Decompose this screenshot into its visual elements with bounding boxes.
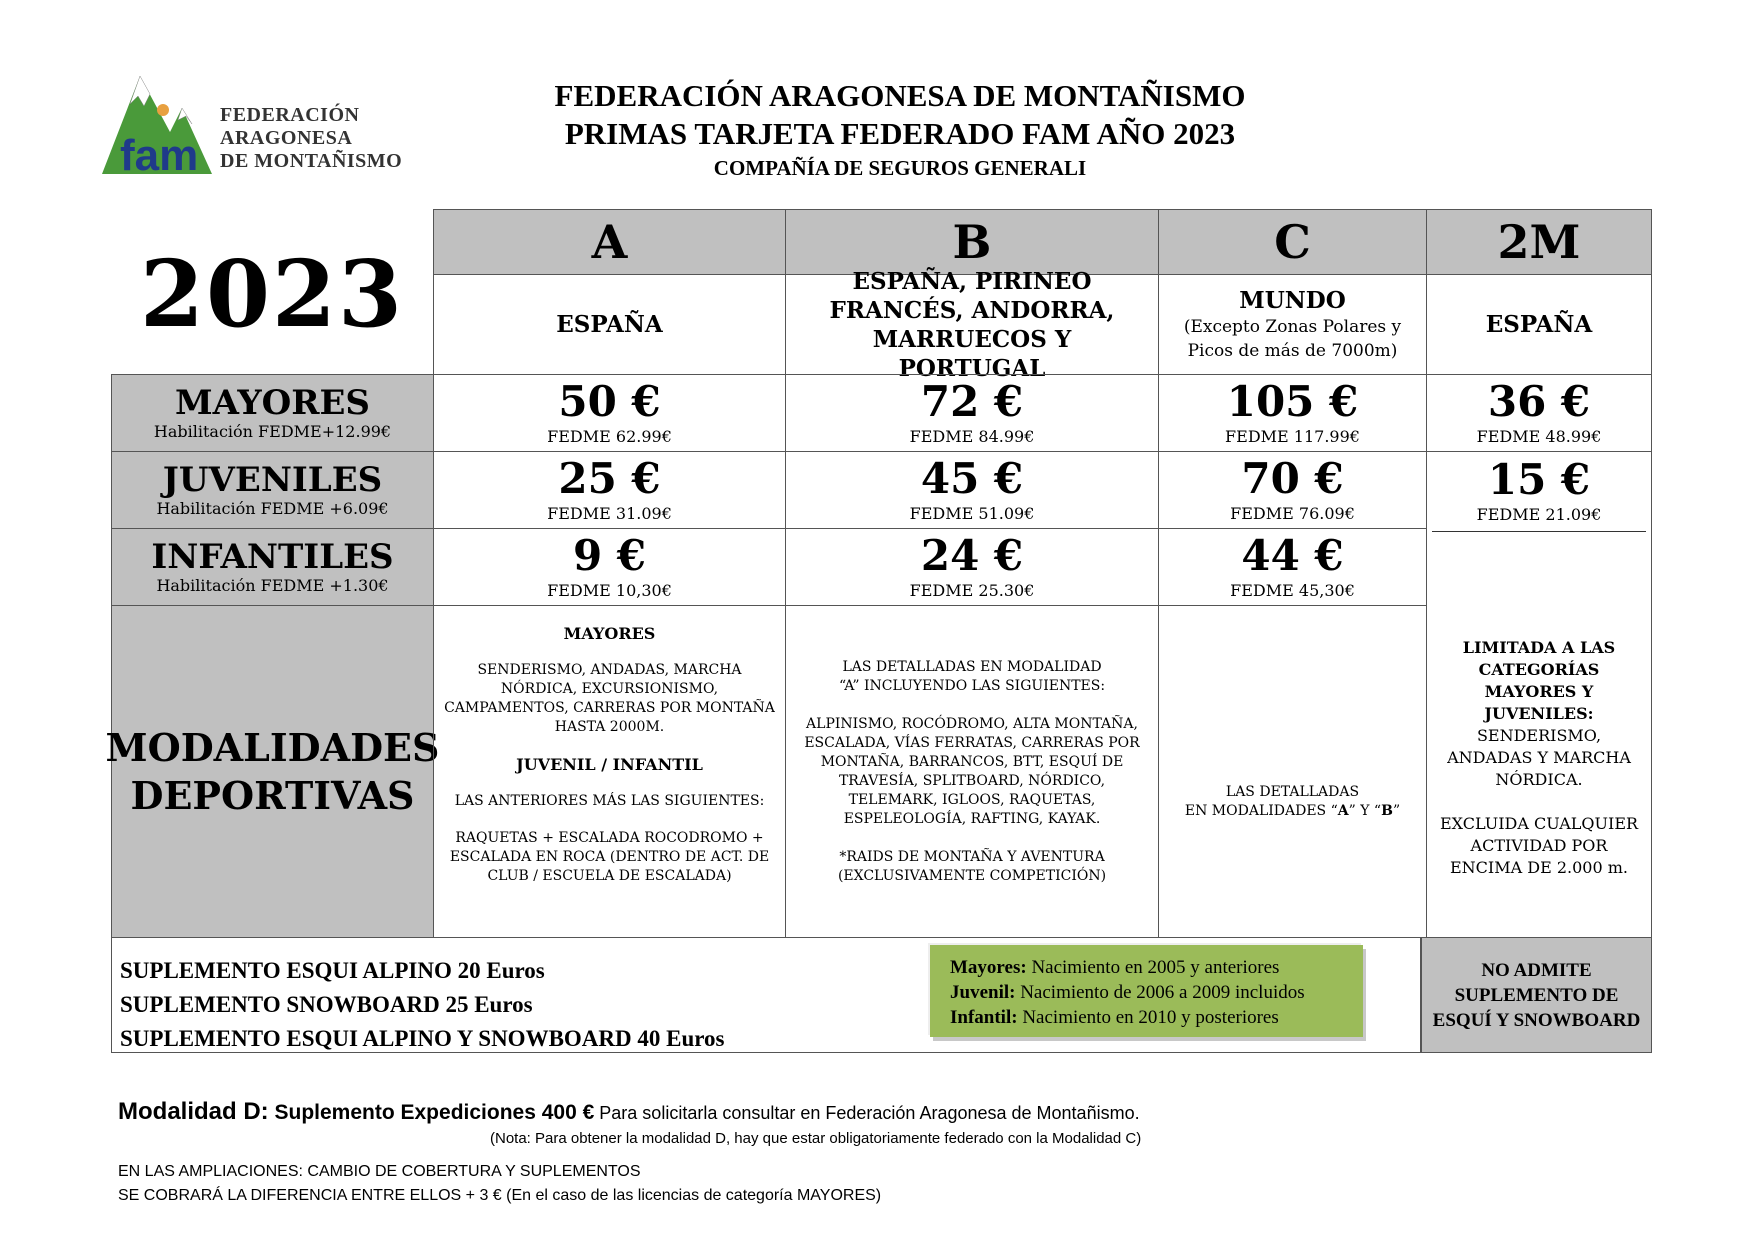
zone-a <box>433 274 786 375</box>
zone-label: MUNDO <box>1239 287 1346 314</box>
activities-text: ALPINISMO, ROCÓDROMO, ALTA MONTAÑA, ESCALADA, VÍAS FERRATAS, CARRERAS POR MONTAÑA, BARRANCOS, BTT, ESQUÍ DE TRAVESÍA, SPLITBOARD, NÓRDICO, TELEMARK, IGLOOS, RAQUETAS, ESPELEOLOGÍA, RAFTING, KAYAK. <box>804 715 1140 827</box>
price-value: 105 € <box>1226 377 1359 426</box>
price-cell <box>1158 374 1427 452</box>
column-letter: 2M <box>1497 215 1581 269</box>
category-juveniles <box>111 451 434 529</box>
logo-line-1: FEDERACIÓN <box>220 104 360 126</box>
column-letter: B <box>952 215 992 269</box>
zone-b <box>785 267 1159 382</box>
year-label: 2023 <box>139 240 405 348</box>
age-row: Mayores: Nacimiento en 2005 y anteriores <box>950 957 1280 978</box>
price-value: 44 € <box>1241 531 1344 580</box>
activities-text: LAS ANTERIORES MÁS LAS SIGUIENTES: <box>454 793 765 809</box>
no-admite-suplemento: NO ADMITE SUPLEMENTO DE ESQUÍ Y SNOWBOARD <box>1421 937 1652 1053</box>
modalidades-label <box>105 605 440 938</box>
activities-heading: JUVENIL / INFANTIL <box>516 755 703 774</box>
category-mayores <box>111 374 434 452</box>
category-infantiles <box>111 528 434 606</box>
price-cell <box>1426 451 1652 529</box>
mountain-fam-logo-icon <box>100 72 240 182</box>
logo-text <box>220 104 402 173</box>
price-value: 70 € <box>1241 454 1344 503</box>
column-letter: A <box>591 215 628 269</box>
activities-heading: MAYORES <box>563 624 656 643</box>
fedme-price: FEDME 45,30€ <box>1230 581 1355 600</box>
modalidad-a-activities <box>433 605 786 938</box>
zone-c <box>1158 274 1427 375</box>
price-value: 9 € <box>572 531 647 580</box>
fedme-price: FEDME 25.30€ <box>909 581 1035 600</box>
column-letter: C <box>1274 215 1311 269</box>
activities-text: *RAIDS DE MONTAÑA Y AVENTURA (EXCLUSIVAMENTE COMPETICIÓN) <box>837 848 1107 884</box>
category-name: MAYORES <box>175 383 370 423</box>
ampliaciones-note <box>118 1160 881 1208</box>
modalidades-title: DEPORTIVAS <box>130 772 415 818</box>
category-habilitacion: Habilitación FEDME +1.30€ <box>156 576 389 595</box>
activities-text: RAQUETAS + ESCALADA ROCODROMO + ESCALADA EN ROCA (DENTRO DE ACT. DE CLUB / ESCUELA DE ESCALADA) <box>449 830 770 884</box>
column-header-a <box>433 209 786 275</box>
price-value: 15 € <box>1487 454 1591 504</box>
zone-label: ESPAÑA <box>556 311 663 338</box>
ampliaciones-line: EN LAS AMPLIACIONES: CAMBIO DE COBERTURA Y SUPLEMENTOS <box>118 1163 641 1180</box>
fedme-price: FEDME 10,30€ <box>547 581 672 600</box>
price-value: 45 € <box>920 454 1024 503</box>
price-value: 25 € <box>558 454 661 503</box>
page-subtitle: PRIMAS TARJETA FEDERADO FAM AÑO 2023 <box>564 116 1236 151</box>
column-header-c <box>1158 209 1427 275</box>
price-cell <box>785 451 1159 529</box>
price-cell <box>1158 451 1427 529</box>
ampliaciones-line: SE COBRARÁ LA DIFERENCIA ENTRE ELLOS + 3 € (En el caso de las licencias de categoría MAYORES) <box>118 1187 882 1204</box>
price-value: 72 € <box>920 377 1024 426</box>
category-habilitacion: Habilitación FEDME+12.99€ <box>153 422 392 441</box>
price-value: 50 € <box>558 377 661 426</box>
modalidad-d <box>118 1098 1140 1126</box>
price-cell <box>785 374 1159 452</box>
fedme-price: FEDME 62.99€ <box>547 427 672 446</box>
price-cell <box>433 528 786 606</box>
column-header-b <box>785 209 1159 275</box>
age-row: Infantil: Nacimiento en 2010 y posteriores <box>950 1007 1279 1028</box>
fedme-price: FEDME 76.09€ <box>1230 504 1355 523</box>
activities-text: SENDERISMO, ANDADAS, MARCHA NÓRDICA, EXCURSIONISMO, CAMPAMENTOS, CARRERAS POR MONTAÑA HASTA 2000M. <box>444 662 775 735</box>
column-header-2m <box>1426 209 1652 275</box>
price-value: 36 € <box>1487 377 1591 426</box>
fedme-price: FEDME 21.09€ <box>1476 504 1602 524</box>
modalidad-d-title: Suplemento Expediciones 400 € <box>268 1101 595 1124</box>
modalidad-d-label: Modalidad D: <box>118 1098 269 1125</box>
price-cell <box>785 528 1159 606</box>
zone-2m <box>1426 274 1652 375</box>
activities-heading: LIMITADA A LAS CATEGORÍAS MAYORES Y JUVENILES: <box>1462 637 1616 723</box>
suplemento-snowboard: SUPLEMENTO SNOWBOARD 25 Euros <box>120 992 533 1017</box>
modalidad-d-note: (Nota: Para obtener la modalidad D, hay que estar obligatoriamente federado con la Modalidad C) <box>490 1130 1142 1147</box>
insurance-company: COMPAÑÍA DE SEGUROS GENERALI <box>713 156 1087 180</box>
price-cell <box>433 374 786 452</box>
activities-text: SENDERISMO, ANDADAS Y MARCHA NÓRDICA. <box>1447 725 1631 789</box>
svg-text:fam: fam <box>120 131 199 180</box>
age-row: Juvenil: Nacimiento de 2006 a 2009 incluidos <box>950 982 1305 1003</box>
modalidad-d-text: Para solicitarla consultar en Federación Aragonesa de Montañismo. <box>594 1103 1140 1123</box>
logo-line-3: DE MONTAÑISMO <box>220 150 403 172</box>
category-habilitacion: Habilitación FEDME +6.09€ <box>156 499 389 518</box>
fedme-price: FEDME 51.09€ <box>909 504 1035 523</box>
fedme-price: FEDME 117.99€ <box>1225 427 1360 446</box>
price-value: 24 € <box>920 531 1024 580</box>
fedme-price: FEDME 48.99€ <box>1476 427 1602 446</box>
category-name: JUVENILES <box>162 460 383 500</box>
price-cell <box>1158 528 1427 606</box>
age-categories-box <box>930 945 1363 1037</box>
fedme-price: FEDME 84.99€ <box>909 427 1035 446</box>
activities-text: LAS DETALLADAS <box>1225 783 1360 800</box>
fedme-price: FEDME 31.09€ <box>547 504 672 523</box>
suplemento-esqui-snowboard: SUPLEMENTO ESQUI ALPINO Y SNOWBOARD 40 Euros <box>120 1026 725 1051</box>
modalidad-c-activities <box>1158 605 1427 938</box>
price-cell <box>433 451 786 529</box>
modalidades-title: MODALIDADES <box>105 724 440 770</box>
activities-text: EN MODALIDADES “A” Y “B” <box>1184 802 1401 819</box>
zone-label: ESPAÑA, PIRINEO FRANCÉS, ANDORRA, MARRUECOS Y PORTUGAL <box>829 267 1115 382</box>
activities-text: EXCLUIDA CUALQUIER ACTIVIDAD POR ENCIMA DE 2.000 m. <box>1439 813 1639 877</box>
modalidad-b-activities <box>785 605 1159 938</box>
activities-text: LAS DETALLADAS EN MODALIDAD “A” INCLUYENDO LAS SIGUIENTES: <box>838 658 1106 694</box>
logo-line-2: ARAGONESA <box>220 127 353 149</box>
suplemento-esqui: SUPLEMENTO ESQUI ALPINO 20 Euros <box>120 958 545 983</box>
zone-note: (Excepto Zonas Polares y Picos de más de 7000m) <box>1183 317 1402 361</box>
modalidad-2m-activities <box>1426 528 1652 938</box>
price-cell <box>1426 374 1652 452</box>
page-title: FEDERACIÓN ARAGONESA DE MONTAÑISMO <box>554 78 1246 113</box>
category-name: INFANTILES <box>151 537 394 577</box>
zone-label: ESPAÑA <box>1485 311 1593 338</box>
